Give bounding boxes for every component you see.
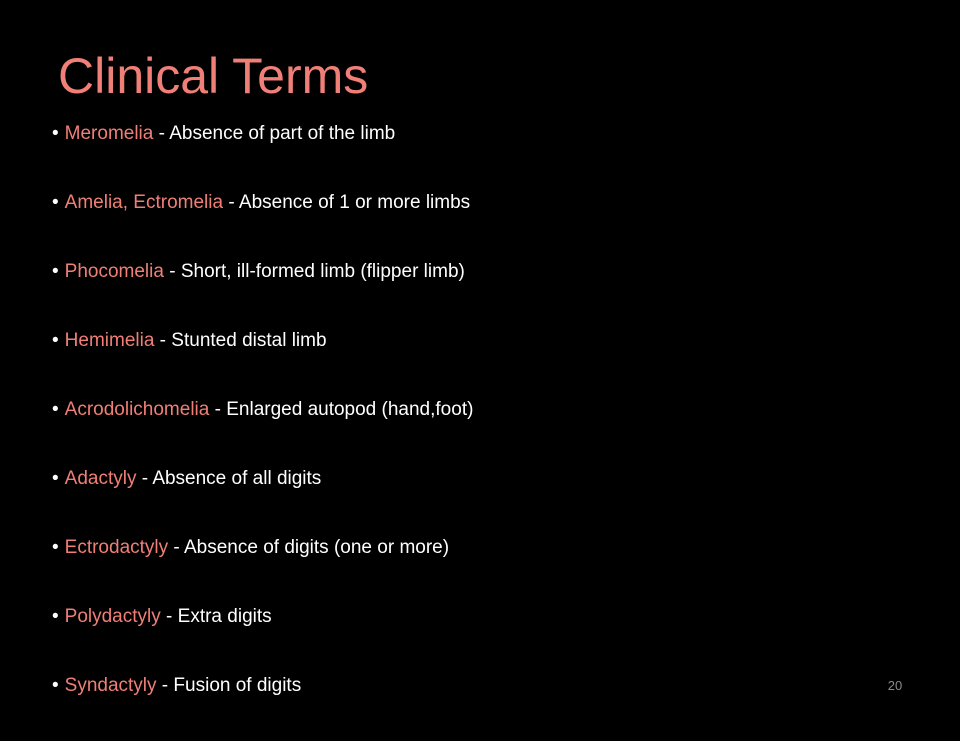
term-item <box>52 672 473 741</box>
term-definition: Stunted distal limb <box>171 330 327 351</box>
term-definition: Enlarged autopod (hand,foot) <box>226 399 474 420</box>
term-item <box>52 120 473 189</box>
bullet-icon: • <box>52 537 59 558</box>
term-definition: Fusion of digits <box>173 675 302 696</box>
term-definition: Extra digits <box>177 606 272 627</box>
term-separator: - <box>156 675 174 696</box>
term-name: Phocomelia <box>64 261 164 282</box>
term-list <box>52 120 473 741</box>
term-item <box>52 465 473 534</box>
slide-title: Clinical Terms <box>58 48 369 104</box>
term-item <box>52 534 473 603</box>
term-name: Ectrodactyly <box>64 537 169 558</box>
term-separator: - <box>136 468 153 489</box>
term-item <box>52 258 473 327</box>
term-separator: - <box>209 399 227 420</box>
term-separator: - <box>168 537 184 558</box>
bullet-icon: • <box>52 192 59 213</box>
term-separator: - <box>163 261 181 282</box>
term-separator: - <box>160 606 178 627</box>
term-name: Amelia, Ectromelia <box>64 192 224 213</box>
term-name: Hemimelia <box>64 330 155 351</box>
bullet-icon: • <box>52 330 59 351</box>
bullet-icon: • <box>52 261 59 282</box>
term-definition: Short, ill-formed limb (flipper limb) <box>180 261 465 282</box>
term-separator: - <box>223 192 239 213</box>
term-definition: Absence of digits (one or more) <box>183 537 450 558</box>
term-separator: - <box>154 330 172 351</box>
term-definition: Absence of 1 or more limbs <box>238 192 471 213</box>
term-definition: Absence of part of the limb <box>169 123 396 144</box>
term-definition: Absence of all digits <box>152 468 322 489</box>
term-item <box>52 189 473 258</box>
term-name: Acrodolichomelia <box>64 399 210 420</box>
term-name: Adactyly <box>64 468 137 489</box>
term-item <box>52 603 473 672</box>
term-item <box>52 396 473 465</box>
term-separator: - <box>153 123 170 144</box>
term-name: Syndactyly <box>64 675 157 696</box>
page-number: 20 <box>887 678 903 693</box>
bullet-icon: • <box>52 675 59 696</box>
term-item <box>52 327 473 396</box>
bullet-icon: • <box>52 468 59 489</box>
bullet-icon: • <box>52 606 59 627</box>
bullet-icon: • <box>52 123 59 144</box>
term-name: Meromelia <box>64 123 154 144</box>
bullet-icon: • <box>52 399 59 420</box>
term-name: Polydactyly <box>64 606 161 627</box>
